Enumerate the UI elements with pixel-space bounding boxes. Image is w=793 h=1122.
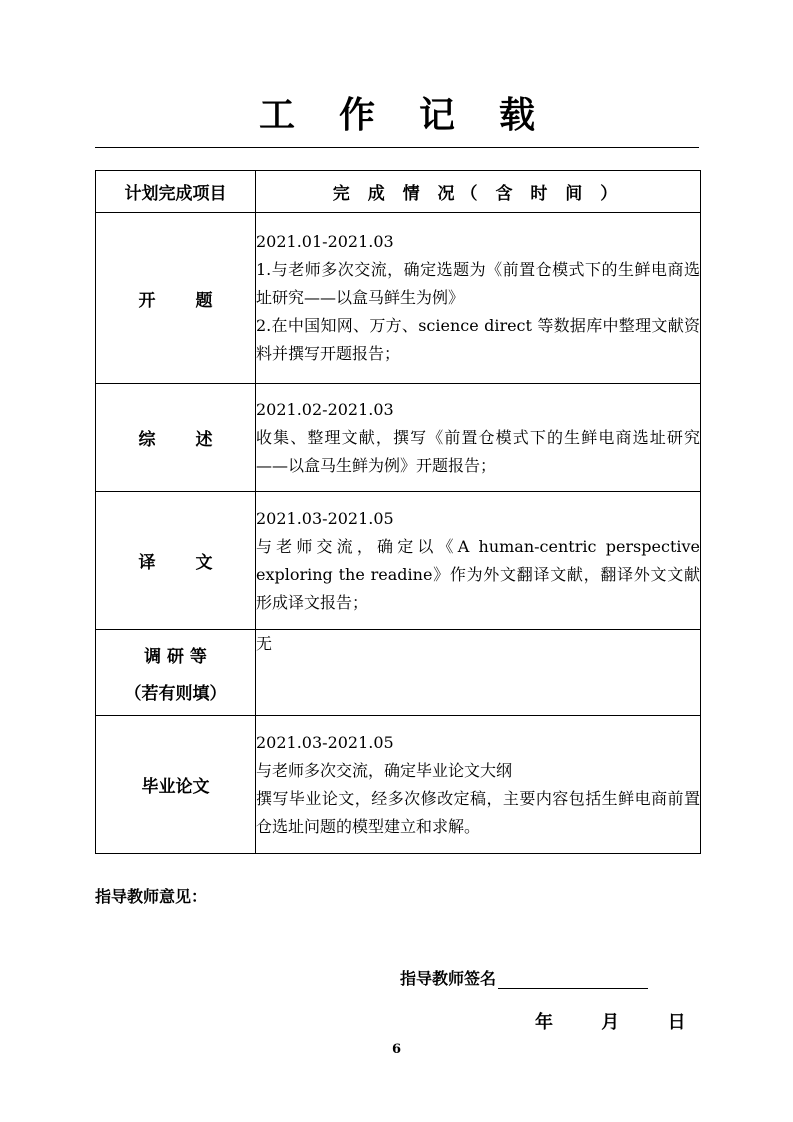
table-row — [96, 630, 701, 716]
row-line: 2021.02-2021.03 — [256, 399, 394, 419]
date-day-label: 日 — [667, 1012, 686, 1033]
page-title — [95, 88, 699, 144]
row-label-line1: 调 研 等 — [144, 646, 207, 667]
row-line: 2.在中国知网、万方、science direct 等数据库中整理文献资料并撰写开题报告； — [256, 316, 700, 363]
row-label-text: 译文 — [138, 553, 253, 573]
advisor-signature — [400, 966, 648, 989]
row-label-text: 综述 — [138, 430, 253, 450]
advisor-opinion-label: 指导教师意见： — [95, 887, 208, 906]
title-divider — [95, 147, 699, 148]
title-char-3: 记 — [419, 95, 456, 136]
header-planned-items: 计划完成项目 — [96, 171, 256, 213]
table-header-row — [96, 171, 701, 213]
row-label-line2: （若有则填） — [124, 683, 227, 704]
title-char-4: 载 — [499, 95, 536, 136]
row-content-research — [256, 630, 701, 716]
title-char-2: 作 — [338, 95, 375, 136]
row-line: 2021.03-2021.05 — [256, 732, 394, 752]
row-label-opening — [96, 213, 256, 384]
row-line: 2021.03-2021.05 — [256, 508, 394, 528]
table-row — [96, 213, 701, 384]
table-row — [96, 492, 701, 630]
work-log-table — [95, 170, 701, 854]
date-year-label: 年 — [535, 1012, 553, 1033]
row-line: 撰写毕业论文，经多次修改定稿，主要内容包括生鲜电商前置仓选址问题的模型建立和求解。 — [256, 788, 700, 836]
signature-line — [498, 970, 648, 989]
row-label-text: 开题 — [138, 290, 253, 311]
row-line: 2021.01-2021.03 — [256, 232, 394, 251]
row-content-translation — [256, 492, 701, 630]
table-row — [96, 716, 701, 854]
date-line — [535, 1008, 708, 1034]
date-month-label: 月 — [601, 1012, 620, 1033]
row-line: 1.与老师多次交流，确定选题为《前置仓模式下的生鲜电商选址研究——以盒马鲜生为例》 — [256, 260, 700, 307]
row-content-thesis — [256, 716, 701, 854]
header-completion-status: 完 成 情 况（ 含 时 间 ） — [256, 171, 701, 213]
row-line: 无 — [256, 634, 273, 653]
row-label-text: 毕业论文 — [141, 777, 210, 797]
row-label-thesis — [96, 716, 256, 854]
advisor-signature-label: 指导教师签名 — [400, 969, 497, 988]
row-line: 与老师多次交流，确定毕业论文大纲 — [256, 760, 513, 780]
row-line: 收集、整理文献，撰写《前置仓模式下的生鲜电商选址研究——以盒马生鲜为例》开题报告； — [256, 427, 700, 475]
row-content-opening — [256, 213, 701, 384]
table-row — [96, 384, 701, 492]
page-number: 6 — [391, 1042, 402, 1057]
row-content-review — [256, 384, 701, 492]
title-char-1: 工 — [258, 95, 295, 136]
row-label-review — [96, 384, 256, 492]
row-label-research — [96, 630, 256, 716]
row-line: 与老师交流，确定以《A human-centric perspective exploring the readine》作为外文翻译文献，翻译外文文献形成译文报告； — [256, 536, 700, 612]
row-label-translation — [96, 492, 256, 630]
